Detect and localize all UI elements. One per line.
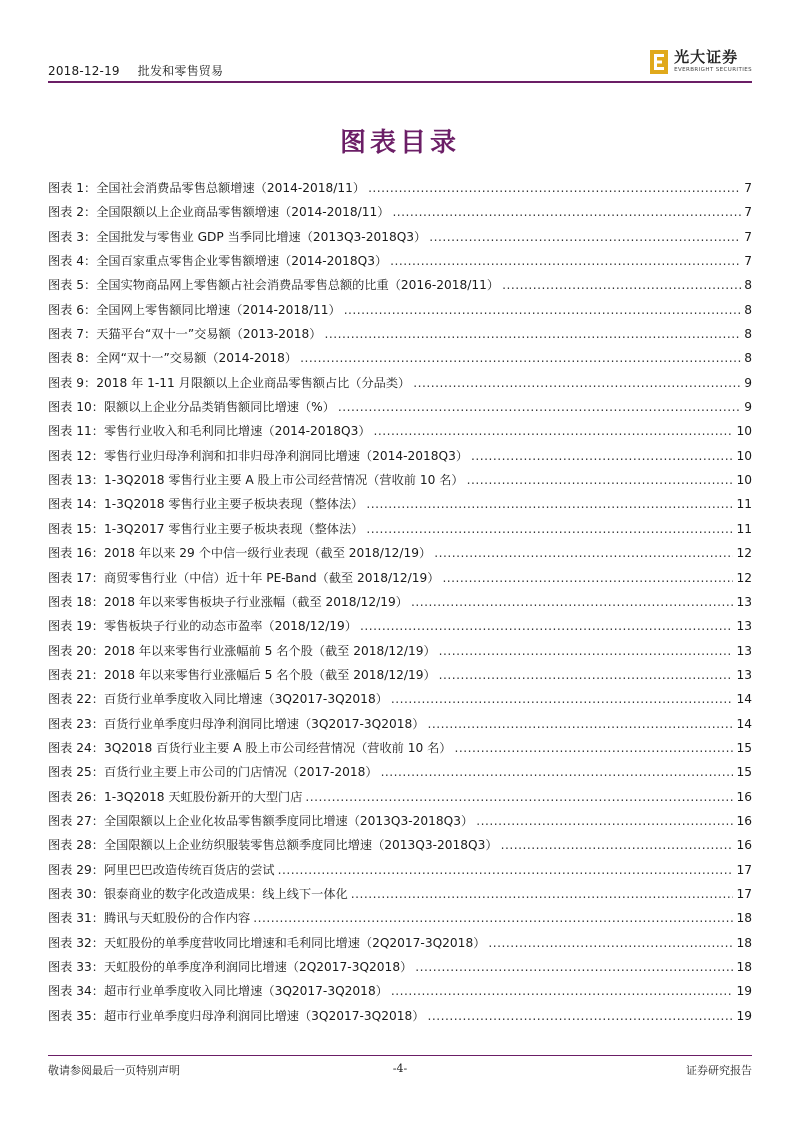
- toc-entry-label[interactable]: 图表 3：全国批发与零售业 GDP 当季同比增速（2013Q3-2018Q3）: [48, 229, 427, 244]
- toc-entry-label[interactable]: 图表 24：3Q2018 百货行业主要 A 股上市公司经营情况（营收前 10 名）: [48, 740, 452, 755]
- header-divider: [48, 81, 752, 83]
- toc-entry-page[interactable]: 19: [736, 984, 752, 999]
- toc-entry-page[interactable]: 10: [736, 473, 752, 488]
- toc-dot-leader: [366, 497, 733, 511]
- toc-entry-label[interactable]: 图表 28：全国限额以上企业纺织服装零售总额季度同比增速（2013Q3-2018Q3）: [48, 838, 498, 853]
- toc-entry-page[interactable]: 9: [744, 375, 752, 390]
- toc-entry-page[interactable]: 18: [736, 960, 752, 974]
- toc-dot-leader: [390, 254, 741, 268]
- toc-entry[interactable]: [48, 203, 752, 227]
- toc-entry[interactable]: [48, 690, 752, 714]
- toc-entry-page[interactable]: 19: [736, 1008, 752, 1023]
- toc-entry-label[interactable]: 图表 23：百货行业单季度归母净利润同比增速（3Q2017-3Q2018）: [48, 716, 425, 731]
- toc-entry-page[interactable]: 7: [744, 254, 752, 269]
- toc-dot-leader: [471, 449, 733, 463]
- toc-dot-leader: [434, 546, 733, 560]
- toc-entry-label[interactable]: 图表 15：1-3Q2017 零售行业主要子板块表现（整体法）: [48, 521, 364, 536]
- toc-entry-label[interactable]: 图表 11：零售行业收入和毛利同比增速（2014-2018Q3）: [48, 424, 371, 439]
- toc-dot-leader: [476, 814, 733, 828]
- toc-dot-leader: [442, 571, 733, 585]
- toc-entry-label[interactable]: 图表 34：超市行业单季度收入同比增速（3Q2017-3Q2018）: [48, 984, 388, 999]
- toc-entry-page[interactable]: 8: [744, 302, 752, 317]
- footer-disclaimer: 敬请参阅最后一页特别声明: [48, 1064, 180, 1077]
- toc-entry-label[interactable]: 图表 1：全国社会消费品零售总额增速（2014-2018/11）: [48, 181, 366, 195]
- toc-dot-leader: [338, 400, 741, 414]
- toc-entry-label[interactable]: 图表 29：阿里巴巴改造传统百货店的尝试: [48, 862, 275, 877]
- toc-entry[interactable]: [48, 715, 752, 739]
- toc-entry-label[interactable]: 图表 35：超市行业单季度归母净利润同比增速（3Q2017-3Q2018）: [48, 1008, 425, 1023]
- toc-entry[interactable]: [48, 276, 752, 300]
- toc-entry[interactable]: [48, 642, 752, 666]
- toc-entry-label[interactable]: 图表 19：零售板块子行业的动态市盈率（2018/12/19）: [48, 619, 358, 634]
- footer-divider: [48, 1055, 752, 1056]
- toc-entry[interactable]: [48, 617, 752, 641]
- toc-dot-leader: [344, 303, 742, 317]
- toc-entry-page[interactable]: 18: [736, 935, 752, 950]
- toc-dot-leader: [501, 838, 734, 852]
- logo-chinese-name: 光大证券: [674, 48, 739, 67]
- toc-dot-leader: [439, 668, 734, 682]
- toc-entry[interactable]: [48, 422, 752, 446]
- toc-entry-label[interactable]: 图表 8：全网“双十一”交易额（2014-2018）: [48, 351, 298, 366]
- toc-entry-label[interactable]: 图表 33：天虹股份的单季度净利润同比增速（2Q2017-3Q2018）: [48, 960, 413, 974]
- toc-dot-leader: [391, 984, 734, 998]
- toc-entry[interactable]: [48, 861, 752, 885]
- toc-entry-page[interactable]: 8: [744, 278, 752, 293]
- toc-entry-label[interactable]: 图表 5：全国实物商品网上零售额占社会消费品零售总额的比重（2016-2018/11）: [48, 278, 500, 293]
- toc-dot-leader: [411, 595, 734, 609]
- toc-entry-label[interactable]: 图表 4：全国百家重点零售企业零售额增速（2014-2018Q3）: [48, 254, 388, 269]
- toc-entry-page[interactable]: 16: [736, 813, 752, 828]
- toc-dot-leader: [427, 717, 733, 731]
- toc-entry-page[interactable]: 13: [736, 594, 752, 609]
- toc-entry-label[interactable]: 图表 21：2018 年以来零售行业涨幅后 5 名个股（截至 2018/12/19）: [48, 667, 436, 682]
- toc-entry-page[interactable]: 7: [744, 205, 752, 220]
- toc-dot-leader: [381, 765, 734, 779]
- toc-entry-label[interactable]: 图表 6：全国网上零售额同比增速（2014-2018/11）: [48, 302, 341, 317]
- toc-entry-label[interactable]: 图表 22：百货行业单季度收入同比增速（3Q2017-3Q2018）: [48, 692, 388, 707]
- toc-entry[interactable]: [48, 495, 752, 519]
- toc-entry-label[interactable]: 图表 20：2018 年以来零售行业涨幅前 5 名个股（截至 2018/12/19）: [48, 643, 436, 658]
- toc-entry[interactable]: [48, 885, 752, 909]
- toc-entry-page[interactable]: 13: [736, 667, 752, 682]
- toc-entry-page[interactable]: 16: [736, 789, 752, 804]
- toc-entry[interactable]: [48, 301, 752, 325]
- toc-dot-leader: [300, 351, 741, 365]
- toc-entry-page[interactable]: 7: [744, 181, 752, 195]
- toc-entry-page[interactable]: 11: [736, 521, 752, 536]
- toc-entry-page[interactable]: 12: [736, 570, 752, 585]
- page-footer: [48, 1062, 752, 1078]
- toc-entry[interactable]: [48, 520, 752, 544]
- report-section: 批发和零售贸易: [137, 64, 224, 78]
- toc-entry-label[interactable]: 图表 14：1-3Q2018 零售行业主要子板块表现（整体法）: [48, 497, 364, 512]
- toc-entry[interactable]: [48, 374, 752, 398]
- page-title: 图表目录: [339, 128, 460, 158]
- toc-entry-label[interactable]: 图表 18：2018 年以来零售板块子行业涨幅（截至 2018/12/19）: [48, 594, 408, 609]
- toc-entry-label[interactable]: 图表 17：商贸零售行业（中信）近十年 PE-Band（截至 2018/12/19）: [48, 570, 440, 585]
- toc-dot-leader: [368, 181, 741, 195]
- toc-entry-label[interactable]: 图表 25：百货行业主要上市公司的门店情况（2017-2018）: [48, 765, 378, 780]
- toc-entry-page[interactable]: 17: [736, 886, 752, 901]
- footer-page-number: -4-: [392, 1062, 408, 1075]
- toc-dot-leader: [253, 911, 733, 925]
- toc-entry-label[interactable]: 图表 31：腾讯与天虹股份的合作内容: [48, 911, 251, 926]
- toc-dot-leader: [360, 619, 733, 633]
- toc-entry-page[interactable]: 10: [736, 424, 752, 439]
- toc-entry[interactable]: [48, 398, 752, 422]
- toc-entry[interactable]: [48, 471, 752, 495]
- toc-dot-leader: [454, 741, 733, 755]
- toc-entry[interactable]: [48, 739, 752, 763]
- toc-entry[interactable]: [48, 349, 752, 373]
- toc-entry-page[interactable]: 13: [736, 643, 752, 658]
- toc-entry-page[interactable]: 15: [736, 765, 752, 780]
- toc-dot-leader: [427, 1009, 733, 1023]
- toc-dot-leader: [415, 960, 733, 974]
- toc-entry-label[interactable]: 图表 16：2018 年以来 29 个中信一级行业表现（截至 2018/12/19）: [48, 546, 432, 561]
- toc-entry-page[interactable]: 9: [744, 400, 752, 415]
- toc-dot-leader: [305, 790, 733, 804]
- toc-dot-leader: [391, 692, 734, 706]
- toc-entry-page[interactable]: 10: [736, 448, 752, 463]
- toc-entry-page[interactable]: 14: [736, 716, 752, 731]
- toc-entry-page[interactable]: 14: [736, 692, 752, 707]
- toc-dot-leader: [351, 887, 734, 901]
- toc-entry-page[interactable]: 17: [736, 862, 752, 877]
- toc-entry-label[interactable]: 图表 12：零售行业归母净利润和扣非归母净利润同比增速（2014-2018Q3）: [48, 448, 469, 463]
- toc-entry-page[interactable]: 13: [736, 619, 752, 634]
- toc-entry[interactable]: [48, 812, 752, 836]
- toc-entry-page[interactable]: 7: [744, 229, 752, 244]
- toc-entry-label[interactable]: 图表 10：限额以上企业分品类销售额同比增速（%）: [48, 400, 335, 415]
- logo-mark-icon: [649, 49, 669, 75]
- toc-dot-leader: [439, 644, 734, 658]
- toc-entry-label[interactable]: 图表 30：银泰商业的数字化改造成果：线上线下一体化: [48, 886, 348, 901]
- toc-entry-label[interactable]: 图表 32：天虹股份的单季度营收同比增速和毛利同比增速（2Q2017-3Q2018）: [48, 935, 486, 950]
- toc-entry[interactable]: [48, 252, 752, 276]
- header-meta: [48, 62, 223, 79]
- toc-dot-leader: [429, 230, 741, 244]
- toc-entry[interactable]: [48, 544, 752, 568]
- everbright-logo: [649, 48, 752, 76]
- figure-table-of-contents: [48, 179, 752, 1031]
- toc-entry[interactable]: [48, 1007, 752, 1031]
- toc-entry[interactable]: [48, 228, 752, 252]
- toc-entry-page[interactable]: 16: [736, 838, 752, 853]
- footer-report-type: 证券研究报告: [686, 1064, 752, 1077]
- toc-dot-leader: [467, 473, 734, 487]
- toc-entry[interactable]: [48, 569, 752, 593]
- toc-dot-leader: [488, 936, 733, 950]
- toc-dot-leader: [392, 205, 741, 219]
- toc-dot-leader: [413, 376, 741, 390]
- toc-entry[interactable]: [48, 179, 752, 203]
- toc-entry-page[interactable]: 15: [736, 740, 752, 755]
- toc-entry-page[interactable]: 8: [744, 327, 752, 342]
- toc-entry-label[interactable]: 图表 26：1-3Q2018 天虹股份新开的大型门店: [48, 789, 303, 804]
- toc-entry-page[interactable]: 8: [744, 351, 752, 366]
- toc-entry-page[interactable]: 12: [736, 546, 752, 561]
- toc-entry-label[interactable]: 图表 2：全国限额以上企业商品零售额增速（2014-2018/11）: [48, 205, 390, 220]
- toc-entry[interactable]: [48, 447, 752, 471]
- toc-entry[interactable]: [48, 788, 752, 812]
- toc-entry-page[interactable]: 11: [736, 497, 752, 512]
- toc-entry-label[interactable]: 图表 7：天猫平台“双十一”交易额（2013-2018）: [48, 327, 322, 342]
- toc-entry-label[interactable]: 图表 27：全国限额以上企业化妆品零售额季度同比增速（2013Q3-2018Q3）: [48, 813, 474, 828]
- toc-dot-leader: [325, 327, 742, 341]
- toc-entry[interactable]: [48, 982, 752, 1006]
- toc-dot-leader: [366, 522, 733, 536]
- toc-entry[interactable]: [48, 666, 752, 690]
- report-date: 2018-12-19: [48, 64, 120, 78]
- toc-entry[interactable]: [48, 763, 752, 787]
- toc-entry[interactable]: [48, 836, 752, 860]
- toc-entry-label[interactable]: 图表 13：1-3Q2018 零售行业主要 A 股上市公司经营情况（营收前 10 名）: [48, 473, 464, 488]
- logo-english-name: EVERBRIGHT SECURITIES: [674, 67, 752, 74]
- toc-dot-leader: [374, 424, 734, 438]
- toc-entry-label[interactable]: 图表 9：2018 年 1-11 月限额以上企业商品零售额占比（分品类）: [48, 375, 411, 390]
- toc-dot-leader: [278, 863, 734, 877]
- toc-entry[interactable]: [48, 909, 752, 933]
- toc-entry-page[interactable]: 18: [736, 911, 752, 926]
- toc-dot-leader: [502, 278, 741, 292]
- toc-entry[interactable]: [48, 593, 752, 617]
- toc-entry[interactable]: [48, 325, 752, 349]
- toc-entry[interactable]: [48, 934, 752, 958]
- page-header: [48, 44, 752, 80]
- toc-entry[interactable]: [48, 958, 752, 982]
